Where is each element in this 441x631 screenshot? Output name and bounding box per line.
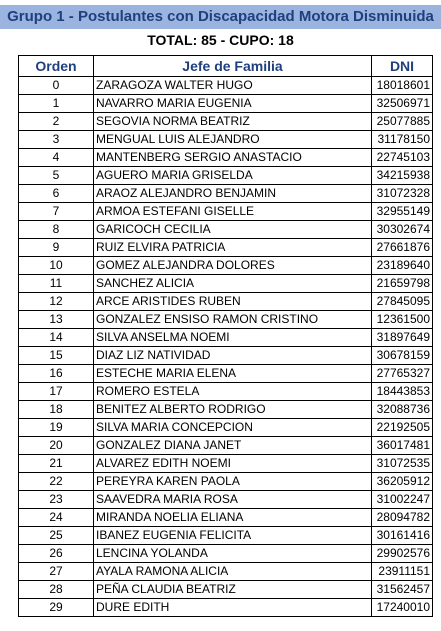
jefe-de-familia-cell: IBANEZ EUGENIA FELICITA: [94, 527, 372, 545]
table-row: [19, 383, 433, 401]
table-row: [19, 203, 433, 221]
jefe-de-familia-cell: DURE EDITH: [94, 599, 372, 617]
dni-cell: 32506971: [372, 95, 433, 113]
orden-cell: 25: [19, 527, 94, 545]
dni-cell: 28094782: [372, 509, 433, 527]
dni-cell: 31072535: [372, 455, 433, 473]
jefe-de-familia-cell: GOMEZ ALEJANDRA DOLORES: [94, 257, 372, 275]
jefe-de-familia-cell: ROMERO ESTELA: [94, 383, 372, 401]
dni-cell: 22192505: [372, 419, 433, 437]
jefe-de-familia-cell: ALVAREZ EDITH NOEMI: [94, 455, 372, 473]
jefe-de-familia-cell: PEREYRA KAREN PAOLA: [94, 473, 372, 491]
jefe-de-familia-cell: ZARAGOZA WALTER HUGO: [94, 77, 372, 95]
jefe-de-familia-cell: LENCINA YOLANDA: [94, 545, 372, 563]
orden-cell: 18: [19, 401, 94, 419]
dni-cell: 27765327: [372, 365, 433, 383]
dni-cell: 32955149: [372, 203, 433, 221]
dni-cell: 27845095: [372, 293, 433, 311]
orden-cell: 4: [19, 149, 94, 167]
table-row: [19, 185, 433, 203]
jefe-de-familia-cell: ARMOA ESTEFANI GISELLE: [94, 203, 372, 221]
table-row: [19, 563, 433, 581]
dni-cell: 23911151: [372, 563, 433, 581]
jefe-de-familia-cell: SEGOVIA NORMA BEATRIZ: [94, 113, 372, 131]
table-row: [19, 527, 433, 545]
orden-cell: 12: [19, 293, 94, 311]
dni-cell: 27661876: [372, 239, 433, 257]
orden-cell: 14: [19, 329, 94, 347]
table-row: [19, 491, 433, 509]
dni-cell: 36017481: [372, 437, 433, 455]
jefe-de-familia-cell: MANTENBERG SERGIO ANASTACIO: [94, 149, 372, 167]
orden-cell: 6: [19, 185, 94, 203]
orden-cell: 28: [19, 581, 94, 599]
table-row: [19, 77, 433, 95]
dni-cell: 21659798: [372, 275, 433, 293]
jefe-de-familia-cell: BENITEZ ALBERTO RODRIGO: [94, 401, 372, 419]
column-header-orden: Orden: [19, 56, 94, 77]
dni-cell: 30302674: [372, 221, 433, 239]
jefe-de-familia-cell: SANCHEZ ALICIA: [94, 275, 372, 293]
table-row: [19, 167, 433, 185]
table-row: [19, 401, 433, 419]
orden-cell: 26: [19, 545, 94, 563]
orden-cell: 10: [19, 257, 94, 275]
table-row: [19, 419, 433, 437]
column-header-jefe-de-familia: Jefe de Familia: [94, 56, 372, 77]
jefe-de-familia-cell: ARCE ARISTIDES RUBEN: [94, 293, 372, 311]
orden-cell: 19: [19, 419, 94, 437]
orden-cell: 11: [19, 275, 94, 293]
table-row: [19, 113, 433, 131]
table-row: [19, 239, 433, 257]
table-row: [19, 131, 433, 149]
table-row: [19, 221, 433, 239]
table-row: [19, 257, 433, 275]
orden-cell: 24: [19, 509, 94, 527]
dni-cell: 25077885: [372, 113, 433, 131]
table-row: [19, 581, 433, 599]
jefe-de-familia-cell: AYALA RAMONA ALICIA: [94, 563, 372, 581]
orden-cell: 3: [19, 131, 94, 149]
dni-cell: 30678159: [372, 347, 433, 365]
orden-cell: 16: [19, 365, 94, 383]
dni-cell: 18018601: [372, 77, 433, 95]
jefe-de-familia-cell: SAAVEDRA MARIA ROSA: [94, 491, 372, 509]
jefe-de-familia-cell: SILVA MARIA CONCEPCION: [94, 419, 372, 437]
table-row: [19, 293, 433, 311]
jefe-de-familia-cell: NAVARRO MARIA EUGENIA: [94, 95, 372, 113]
jefe-de-familia-cell: RUIZ ELVIRA PATRICIA: [94, 239, 372, 257]
orden-cell: 2: [19, 113, 94, 131]
jefe-de-familia-cell: GONZALEZ DIANA JANET: [94, 437, 372, 455]
dni-cell: 32088736: [372, 401, 433, 419]
table-row: [19, 311, 433, 329]
jefe-de-familia-cell: MENGUAL LUIS ALEJANDRO: [94, 131, 372, 149]
table-row: [19, 455, 433, 473]
table-row: [19, 473, 433, 491]
table-row: [19, 365, 433, 383]
orden-cell: 27: [19, 563, 94, 581]
dni-cell: 18443853: [372, 383, 433, 401]
dni-cell: 31897649: [372, 329, 433, 347]
table-row: [19, 347, 433, 365]
dni-cell: 31562457: [372, 581, 433, 599]
table-row: [19, 149, 433, 167]
dni-cell: 17240010: [372, 599, 433, 617]
orden-cell: 21: [19, 455, 94, 473]
totals-subtitle: TOTAL: 85 - CUPO: 18: [147, 32, 294, 48]
table-header-row: [19, 56, 433, 77]
jefe-de-familia-cell: PEÑA CLAUDIA BEATRIZ: [94, 581, 372, 599]
dni-cell: 23189640: [372, 257, 433, 275]
orden-cell: 13: [19, 311, 94, 329]
table-row: [19, 329, 433, 347]
jefe-de-familia-cell: ESTECHE MARIA ELENA: [94, 365, 372, 383]
table-row: [19, 275, 433, 293]
jefe-de-familia-cell: GONZALEZ ENSISO RAMON CRISTINO: [94, 311, 372, 329]
orden-cell: 23: [19, 491, 94, 509]
table-row: [19, 509, 433, 527]
orden-cell: 5: [19, 167, 94, 185]
dni-cell: 31178150: [372, 131, 433, 149]
jefe-de-familia-cell: DIAZ LIZ NATIVIDAD: [94, 347, 372, 365]
column-header-dni: DNI: [372, 56, 433, 77]
table-row: [19, 95, 433, 113]
dni-cell: 31002247: [372, 491, 433, 509]
orden-cell: 8: [19, 221, 94, 239]
jefe-de-familia-cell: MIRANDA NOELIA ELIANA: [94, 509, 372, 527]
jefe-de-familia-cell: GARICOCH CECILIA: [94, 221, 372, 239]
jefe-de-familia-cell: SILVA ANSELMA NOEMI: [94, 329, 372, 347]
orden-cell: 9: [19, 239, 94, 257]
postulantes-table: [18, 55, 433, 617]
orden-cell: 20: [19, 437, 94, 455]
dni-cell: 29902576: [372, 545, 433, 563]
table-row: [19, 599, 433, 617]
jefe-de-familia-cell: ARAOZ ALEJANDRO BENJAMIN: [94, 185, 372, 203]
orden-cell: 29: [19, 599, 94, 617]
page-title: Grupo 1 - Postulantes con Discapacidad Motora Disminuida: [0, 5, 441, 29]
dni-cell: 30161416: [372, 527, 433, 545]
orden-cell: 22: [19, 473, 94, 491]
orden-cell: 1: [19, 95, 94, 113]
dni-cell: 36205912: [372, 473, 433, 491]
orden-cell: 17: [19, 383, 94, 401]
table-row: [19, 437, 433, 455]
jefe-de-familia-cell: AGUERO MARIA GRISELDA: [94, 167, 372, 185]
orden-cell: 0: [19, 77, 94, 95]
table-row: [19, 545, 433, 563]
dni-cell: 22745103: [372, 149, 433, 167]
dni-cell: 31072328: [372, 185, 433, 203]
dni-cell: 12361500: [372, 311, 433, 329]
orden-cell: 7: [19, 203, 94, 221]
dni-cell: 34215938: [372, 167, 433, 185]
orden-cell: 15: [19, 347, 94, 365]
